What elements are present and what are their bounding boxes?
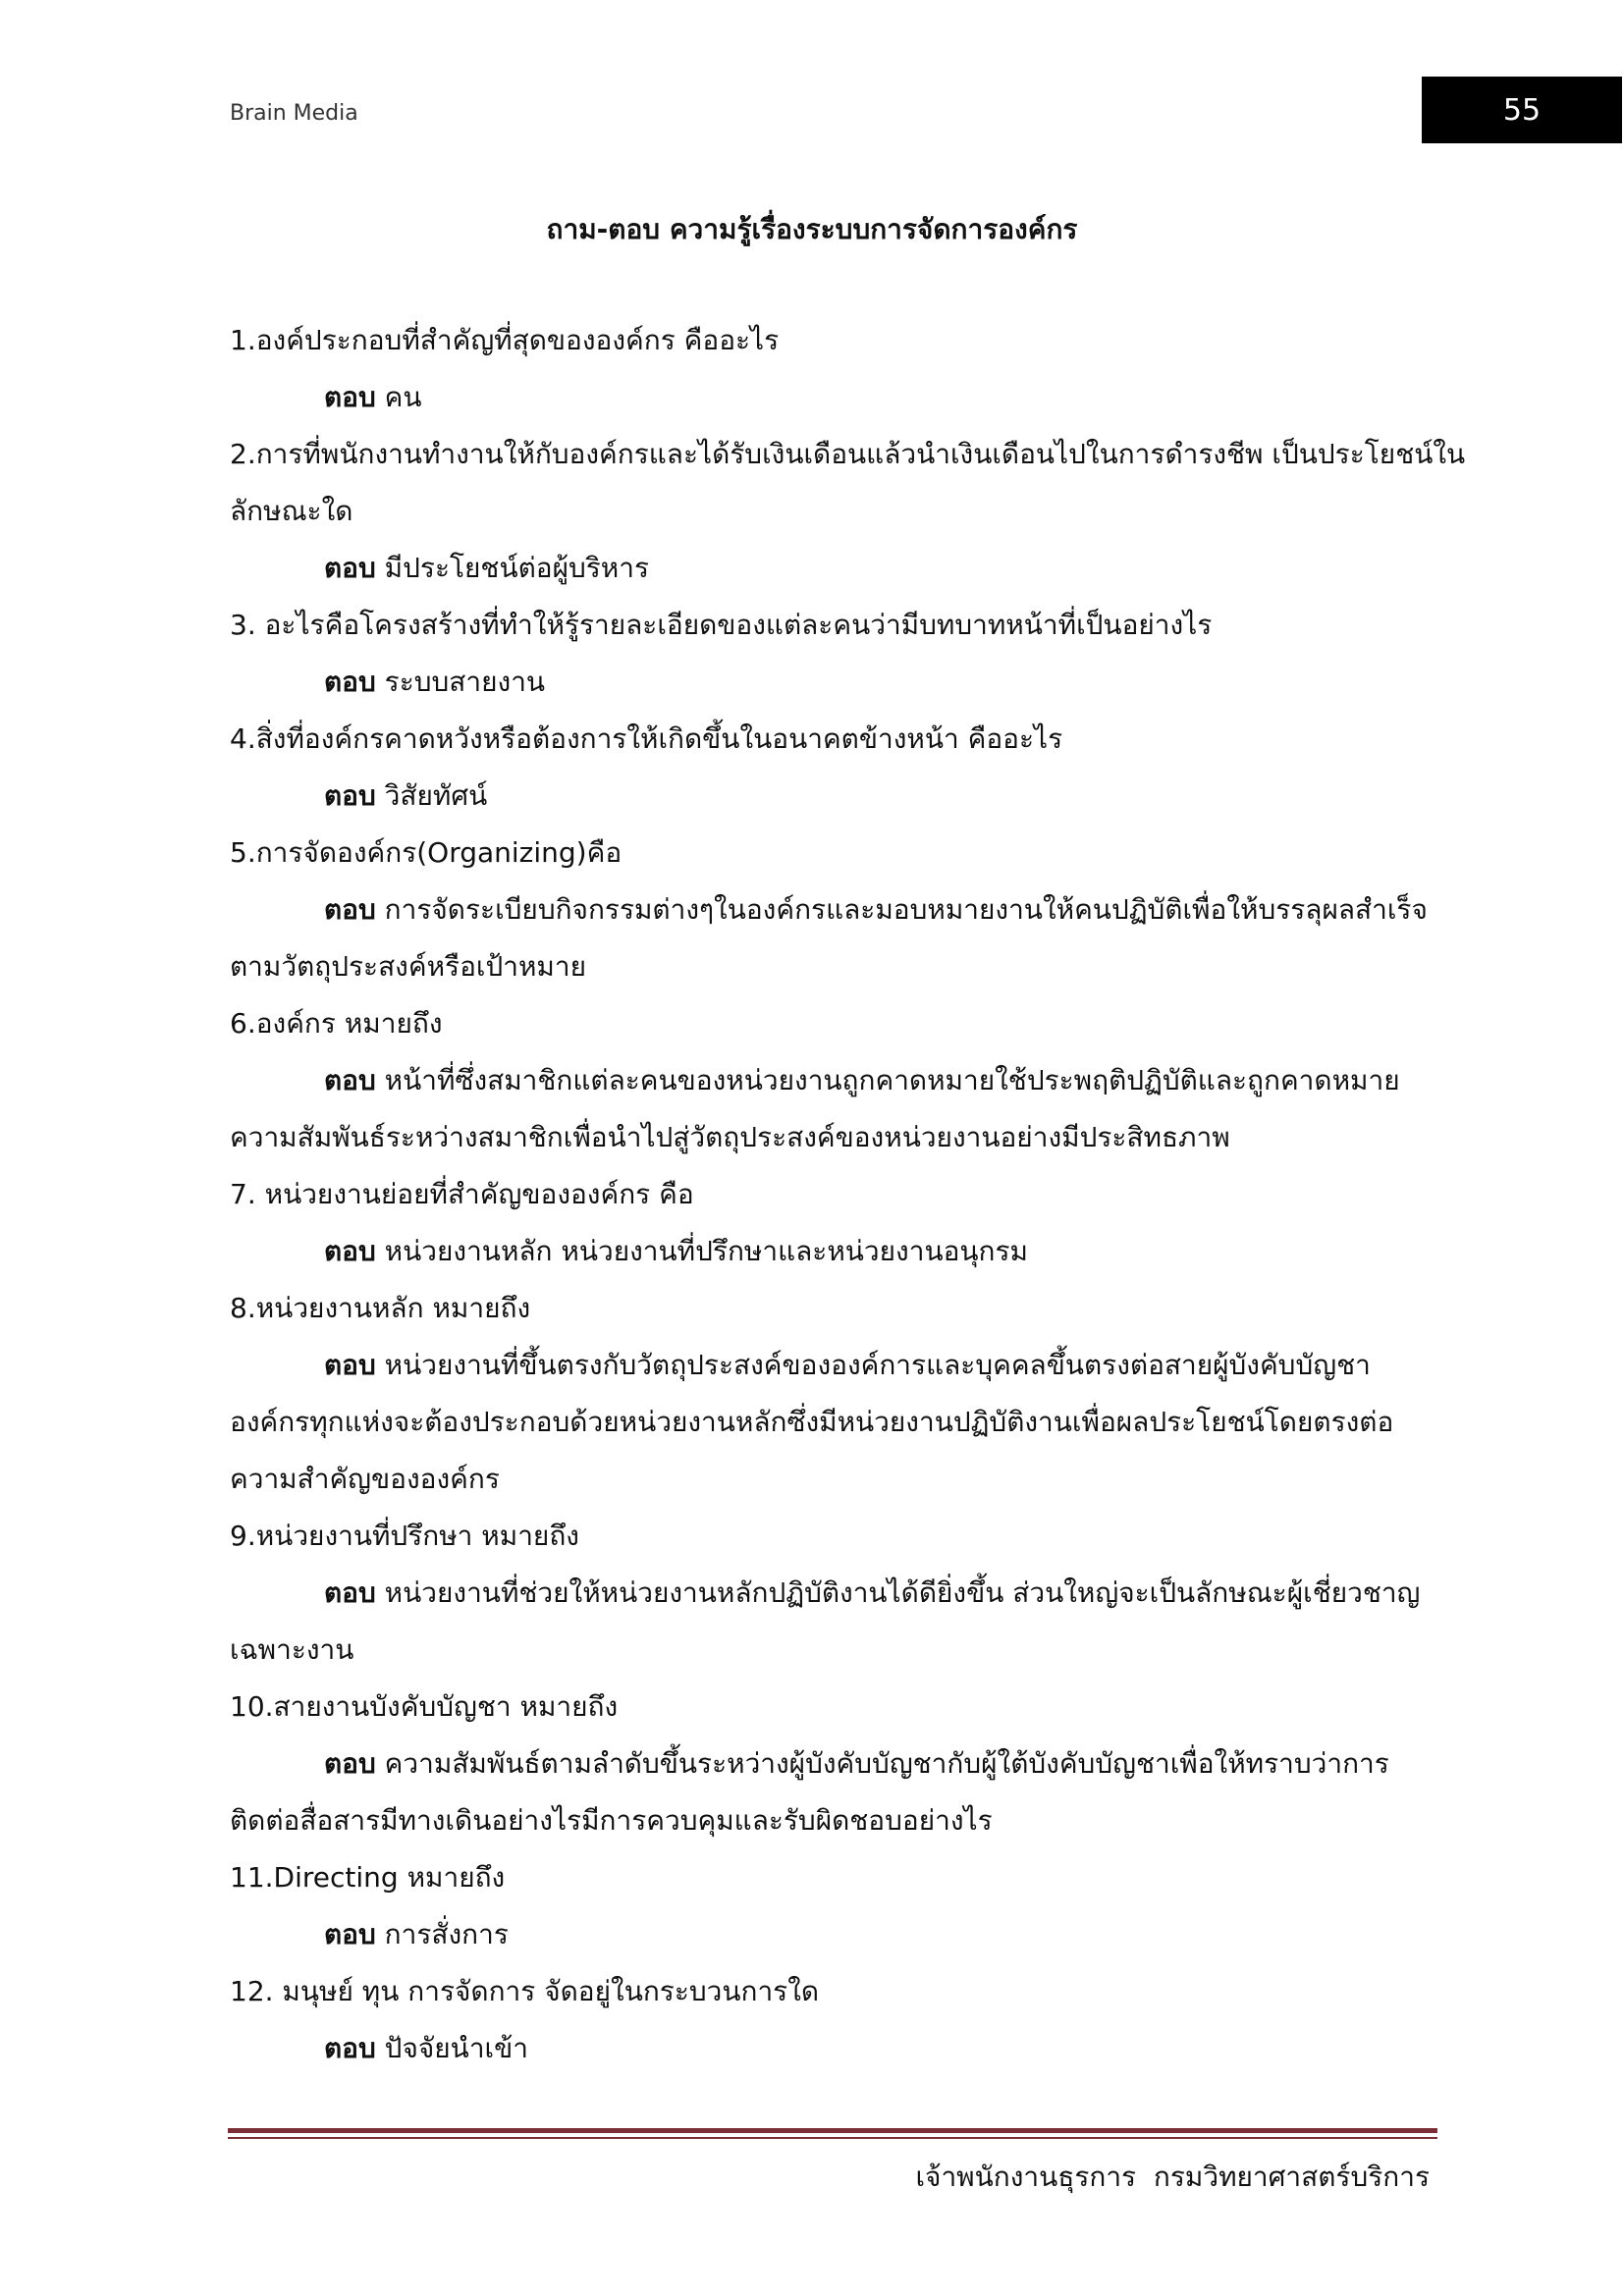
answer-label: ตอบ [324, 2032, 376, 2064]
answer-label: ตอบ [324, 552, 376, 584]
question-text: 11.Directing หมายถึง [230, 1861, 506, 1894]
question-text: ตามวัตถุประสงค์หรือเป้าหมาย [230, 950, 586, 983]
answer-label: ตอบ [324, 1918, 376, 1950]
question-line [230, 426, 1466, 483]
answer-line [230, 768, 1437, 825]
answer-line [230, 1565, 1437, 1622]
question-line [230, 1679, 1437, 1735]
question-line [230, 1849, 1437, 1906]
question-text: เฉพาะงาน [230, 1633, 354, 1666]
answer-line [230, 654, 1437, 711]
answer-line [230, 2020, 1437, 2077]
question-line [230, 825, 1437, 881]
question-text: ความสัมพันธ์ระหว่างสมาชิกเพื่อนำไปสู่วัตถุประสงค์ของหน่วยงานอย่างมีประสิทธภาพ [230, 1121, 1230, 1153]
question-text: 10.สายงานบังคับบัญชา หมายถึง [230, 1690, 619, 1723]
answer-label: ตอบ [324, 1064, 376, 1096]
question-text: 4.สิ่งที่องค์กรคาดหวังหรือต้องการให้เกิดขึ้นในอนาคตข้างหน้า คืออะไร [230, 722, 1063, 755]
question-line [230, 1280, 1437, 1337]
question-text: 5.การจัดองค์กร(Organizing)คือ [230, 836, 623, 869]
answer-line [230, 1052, 1437, 1109]
answer-text: การจัดระเบียบกิจกรรมต่างๆในองค์กรและมอบหมายงานให้คนปฏิบัติเพื่อให้บรรลุผลสำเร็จ [375, 893, 1428, 926]
page-number: 55 [1502, 92, 1542, 128]
answer-label: ตอบ [324, 1576, 376, 1609]
question-line [230, 1109, 1437, 1166]
footer-text: เจ้าพนักงานธุรการ กรมวิทยาศาสตร์บริการ [915, 2161, 1430, 2193]
answer-label: ตอบ [324, 1235, 376, 1267]
question-text: 7. หน่วยงานย่อยที่สำคัญขององค์กร คือ [230, 1178, 694, 1210]
question-line [230, 711, 1437, 768]
question-text: ติดต่อสื่อสารมีทางเดินอย่างไรมีการควบคุมและรับผิดชอบอย่างไร [230, 1804, 993, 1837]
answer-label: ตอบ [324, 893, 376, 926]
answer-label: ตอบ [324, 381, 376, 413]
answer-text: การสั่งการ [375, 1918, 509, 1950]
question-text: ความสำคัญขององค์กร [230, 1463, 500, 1495]
question-line [230, 597, 1437, 654]
question-line [230, 938, 1437, 995]
question-line [230, 1792, 1437, 1849]
answer-text: หน้าที่ซึ่งสมาชิกแต่ละคนของหน่วยงานถูกคาดหมายใช้ประพฤติปฏิบัติและถูกคาดหมาย [375, 1064, 1400, 1096]
answer-label: ตอบ [324, 666, 376, 698]
answer-line [230, 1337, 1437, 1394]
answer-label: ตอบ [324, 1747, 376, 1780]
answer-text: หน่วยงานที่ขึ้นตรงกับวัตถุประสงค์ขององค์การและบุคคลขึ้นตรงต่อสายผู้บังคับบัญชา [375, 1349, 1371, 1381]
answer-label: ตอบ [324, 779, 376, 812]
question-text: 3. อะไรคือโครงสร้างที่ทำให้รู้รายละเอียดของแต่ละคนว่ามีบทบาทหน้าที่เป็นอย่างไร [230, 609, 1213, 641]
question-text: 6.องค์กร หมายถึง [230, 1007, 443, 1040]
document-title: ถาม-ตอบ ความรู้เรื่องระบบการจัดการองค์กร [546, 213, 1078, 245]
question-text: 1.องค์ประกอบที่สำคัญที่สุดขององค์กร คืออะไร [230, 324, 780, 356]
question-line [230, 995, 1437, 1052]
question-line [230, 1394, 1437, 1451]
answer-line [230, 540, 1437, 597]
question-text: 12. มนุษย์ ทุน การจัดการ จัดอยู่ในกระบวนการใด [230, 1975, 820, 2007]
question-text: 2.การที่พนักงานทำงานให้กับองค์กรและได้รับเงินเดือนแล้วนำเงินเดือนไปในการดำรงชีพ เป็นประโยชน์ใน [230, 438, 1466, 470]
question-line [230, 312, 1437, 369]
answer-text: ความสัมพันธ์ตามลำดับขึ้นระหว่างผู้บังคับบัญชากับผู้ใต้บังคับบัญชาเพื่อให้ทราบว่าการ [375, 1747, 1389, 1780]
question-line [230, 1166, 1437, 1223]
footer-rule-thick [228, 2128, 1437, 2133]
answer-label: ตอบ [324, 1349, 376, 1381]
question-line [230, 1451, 1437, 1508]
qa-body [230, 312, 1466, 2077]
question-line [230, 1622, 1437, 1679]
question-line [230, 1508, 1437, 1565]
question-text: องค์กรทุกแห่งจะต้องประกอบด้วยหน่วยงานหลักซึ่งมีหน่วยงานปฏิบัติงานเพื่อผลประโยชน์โดยตรงต่อ [230, 1406, 1394, 1438]
question-line [230, 483, 1437, 540]
question-text: ลักษณะใด [230, 495, 353, 527]
answer-text: ปัจจัยนำเข้า [375, 2032, 528, 2064]
answer-text: มีประโยชน์ต่อผู้บริหาร [375, 552, 650, 584]
header-brand: Brain Media [230, 101, 358, 126]
answer-text: วิสัยทัศน์ [375, 779, 488, 812]
answer-text: หน่วยงานหลัก หน่วยงานที่ปรึกษาและหน่วยงานอนุกรม [375, 1235, 1028, 1267]
question-text: 8.หน่วยงานหลัก หมายถึง [230, 1292, 531, 1324]
answer-line [230, 369, 1437, 426]
question-text: 9.หน่วยงานที่ปรึกษา หมายถึง [230, 1520, 579, 1552]
answer-line [230, 1906, 1437, 1963]
answer-text: หน่วยงานที่ช่วยให้หน่วยงานหลักปฏิบัติงานได้ดียิ่งขึ้น ส่วนใหญ่จะเป็นลักษณะผู้เชี่ยวชาญ [375, 1576, 1421, 1609]
page-number-box [1422, 77, 1622, 143]
question-line [230, 1963, 1437, 2020]
answer-text: ระบบสายงาน [375, 666, 546, 698]
answer-line [230, 1223, 1437, 1280]
answer-text: คน [375, 381, 422, 413]
footer-rule-thin [228, 2137, 1437, 2139]
answer-line [230, 881, 1437, 938]
answer-line [230, 1735, 1437, 1792]
